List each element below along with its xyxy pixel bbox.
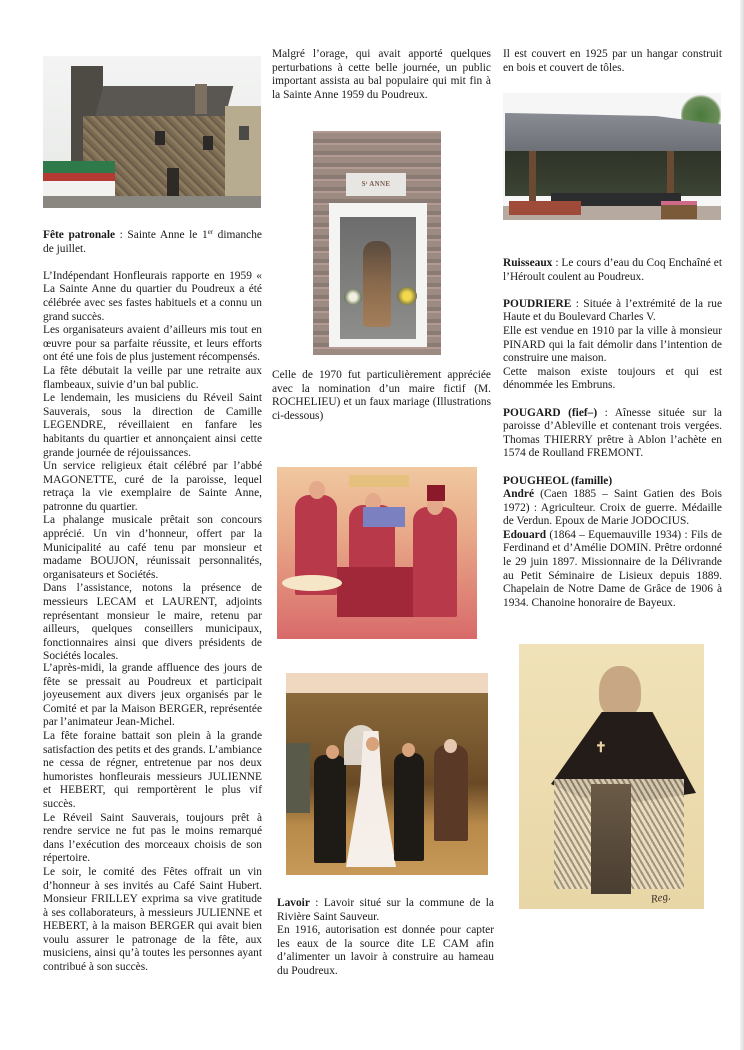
paragraph: L’après-midi, la grande affluence des jours de fête se pressait au Poudreux et participait joyeusement aux divers jeux organisés par le Comité et par la Maison BERGER, représentée par l’animateur Jean-Michel. <box>43 662 262 729</box>
column-middle-lavoir <box>277 897 494 979</box>
paragraph: La fête débutait la veille par une retraite aux flambeaux, suivie d’un bal public. <box>43 364 262 391</box>
fete-patronale-paragraph: Fête patronale : Sainte Anne le 1er dimanche de juillet. <box>43 228 262 255</box>
paragraph: La fête foraine battait son plein à la grande satisfaction des petits et des grands. L’ambiance ne cessa de régner, entretenue par nos deux humoristes honfleurais messieurs JULIENNE et HEBERT, qui remportèrent le plus vif succès. <box>43 729 262 810</box>
page-edge-shadow <box>740 0 744 1050</box>
photo-1970-fictive-mayor <box>277 467 477 639</box>
pougard-paragraph: POUGARD (fief–) : Aînesse située sur la paroisse d’Ableville et contenant trois vergées. Thomas THIERRY prêtre à Ablon l’achète en 1574 de Roulland FREMONT. <box>503 406 722 460</box>
andre-paragraph: André (Caen 1885 – Saint Gatien des Bois 1972) : Agriculteur. Croix de guerre. Médaille de Verdun. Epoux de Marie JODOCIUS. <box>503 488 722 528</box>
photo-sainte-anne-niche <box>313 131 441 355</box>
ruisseaux-paragraph: Ruisseaux : Le cours d’eau du Coq Enchaîné et l’Héroult coulent au Poudreux. <box>503 257 722 283</box>
column-right-intro <box>503 48 722 75</box>
paragraph: Elle est vendue en 1910 par la ville à monsieur PINARD qui la fait démolir dans l’intention de construire une maison. <box>503 324 722 365</box>
lavoir-paragraph: Lavoir : Lavoir situé sur la commune de la Rivière Saint Sauveur. <box>277 897 494 923</box>
niche-plaque: Sᵗ ANNE <box>346 173 406 196</box>
photo-lavoir-hangar <box>503 93 721 220</box>
poudriere-heading: POUDRIERE <box>503 297 572 310</box>
paragraph: Le Réveil Saint Sauverais, toujours prêt à rendre service ne fut pas le moins remarqué dans l’exécution des morceaux choisis de son répertoire. <box>43 811 262 865</box>
paragraph: Les organisateurs avaient d’ailleurs mis tout en œuvre pour sa parfaite réussite, et leurs efforts ont été une fois de plus justement récompensés. <box>43 324 262 364</box>
poudriere-paragraph: POUDRIERE : Située à l’extrémité de la rue Haute et du Boulevard Charles V. <box>503 297 722 324</box>
paragraph: Le soir, le comité des Fêtes offrait un vin d’honneur à ses invités au Café Saint Hubert. Monsieur FRILLEY exprima sa vive gratitude à ses collaborateurs, à messieurs JULIENNE et HEBERT, à la maison BERGER qui avait bien voulu assurer le patronage de la fête, aux musiciens, ainsi qu’à toutes les personnes ayant contribué à son succès. <box>43 865 262 974</box>
paragraph: Cette maison existe toujours et qui est dénommée les Embruns. <box>503 365 722 392</box>
lavoir-heading: Lavoir <box>277 897 310 909</box>
edouard-paragraph: Edouard (1864 – Equemauville 1934) : Fils de Ferdinand et d’Amélie DOMIN. Prêtre ordonné le 29 juin 1897. Missionnaire de la Délivrande au Petit Séminaire de Lisieux depuis 1889. Chapelain de Notre Dame de Grâce de 1906 à 1934. Chanoine honoraire de Bayeux. <box>503 528 722 609</box>
cross-icon: ✝ <box>595 741 607 756</box>
pougheol-heading: POUGHEOL (famille) <box>503 474 613 487</box>
paragraph: Malgré l’orage, qui avait apporté quelques perturbations à cette belle journée, un public important assista au bal populaire qui mit fin à la Sainte Anne 1959 du Poudreux. <box>272 48 491 101</box>
fete-patronale-heading: Fête patronale <box>43 229 116 241</box>
paragraph: La phalange musicale prêtait son concours apprécié. Un vin d’honneur, offert par la Municipalité au café tenu par monsieur et madame BOUJON, réunissait personnalités, organisateurs et Sociétés. <box>43 514 262 581</box>
photo-mock-wedding <box>286 673 488 875</box>
ruisseaux-heading: Ruisseaux <box>503 257 553 269</box>
edouard-name: Edouard <box>503 528 547 541</box>
andre-name: André <box>503 488 535 501</box>
column-left-continued <box>43 662 262 975</box>
paragraph: Dans l’assistance, notons la présence de messieurs LECAM et LAURENT, adjoints représentant monsieur le maire, retenu par ailleurs, quelques conseillers municipaux, fonctionnaires ainsi que divers présidents de Sociétés locales. <box>43 582 262 663</box>
paragraph: Un service religieux était célébré par l’abbé MAGONETTE, curé de la paroisse, lequel retraça la vie exemplaire de Sainte Anne, patronne du quartier. <box>43 460 262 513</box>
pougard-heading: POUGARD (fief–) <box>503 406 598 419</box>
paragraph: Il est couvert en 1925 par un hangar construit en bois et couvert de tôles. <box>503 48 722 74</box>
paragraph: L’Indépendant Honfleurais rapporte en 1959 « La Sainte Anne du quartier du Poudreux a été célébrée avec ses fastes habituels et a connu un grand succès. <box>43 269 262 323</box>
caption-1970: Celle de 1970 fut particulièrement appréciée avec la nomination d’un maire fictif (M. ROCHELIEU) et un faux mariage (Illustrations ci-dessous) <box>272 369 491 422</box>
column-middle-caption <box>272 369 491 423</box>
column-left <box>43 229 262 664</box>
column-right-body <box>503 257 722 610</box>
column-middle-intro <box>272 48 491 102</box>
photo-canon-portrait <box>519 644 704 909</box>
photo-stone-house <box>43 56 261 208</box>
paragraph: Le lendemain, les musiciens du Réveil Saint Sauverais, sous la direction de Camille LEGENDRE, réveillaient en fanfare les habitants du quartier et annonçaient ainsi cette grande journée de réjouissances. <box>43 392 262 459</box>
paragraph: En 1916, autorisation est donnée pour capter les eaux de la source dite LE CAM afin d’alimenter un lavoir à construire au hameau du Poudreux. <box>277 924 494 977</box>
portrait-signature: Reg. <box>649 890 672 906</box>
